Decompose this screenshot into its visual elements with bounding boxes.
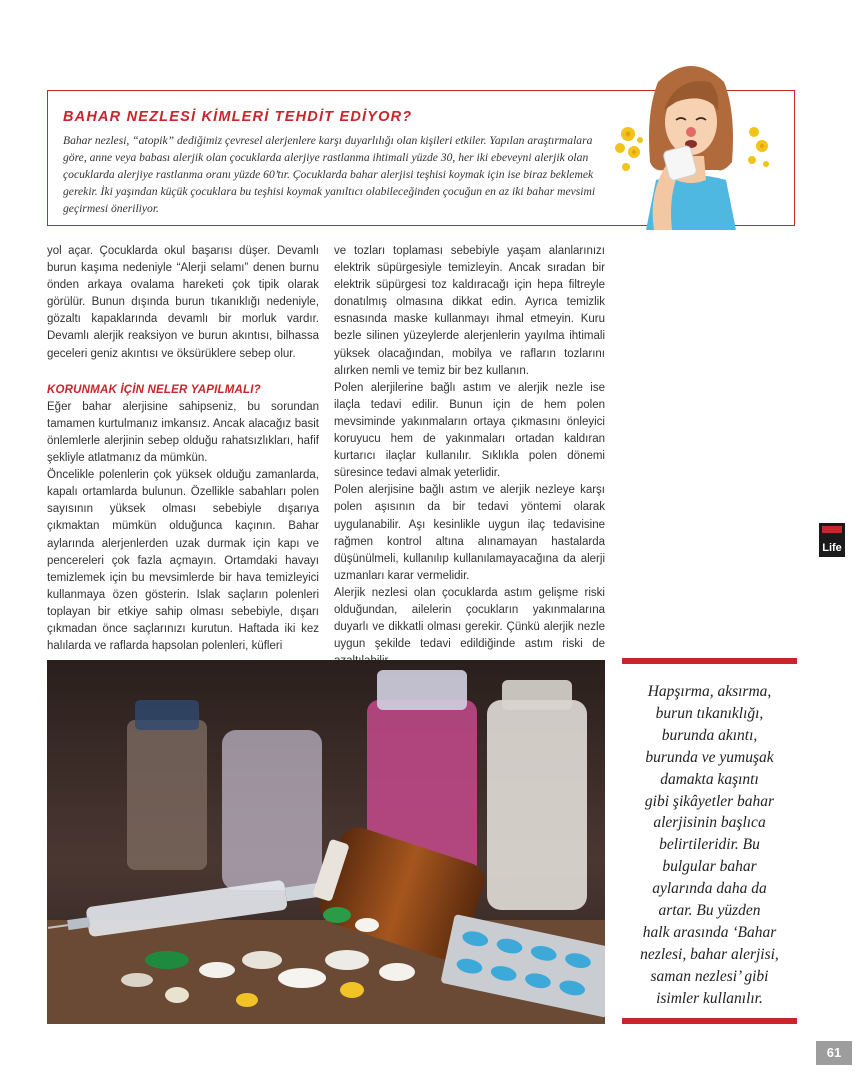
quote-line: artar. Bu yüzden bbox=[658, 902, 761, 920]
right-paragraph-1: ve tozları toplaması sebebiyle yaşam alanlarınızı elektrik süpürgesiyle temizleyin. Ancak sıradan bir elektrik süpürgesi toz kaldıracağı için hepa filtreyle donatılmış olmasına dikkat edin. Ayrıca temizlik esnasında maske kullanmayı ihmal etmeyin. Kuru bezle silinen yüzeylerde alerjenlerin yayılma ihtimali yüksek olacağından, mobilya ve rafların tozlarını alırken nemli ve temiz bir bez kullanın. bbox=[334, 245, 605, 377]
quote-line: saman nezlesi’ gibi bbox=[650, 967, 769, 985]
magazine-logo-icon bbox=[819, 523, 845, 557]
medicine-photo bbox=[47, 660, 605, 1024]
quote-line: nezlesi, bahar alerjisi, bbox=[640, 945, 779, 963]
quote-line: halk arasında ‘Bahar bbox=[642, 923, 777, 941]
quote-line: aylarında daha da bbox=[652, 880, 767, 898]
quote-top-rule bbox=[622, 658, 797, 664]
quote-line: belirtileridir. Bu bbox=[659, 836, 760, 854]
info-box-text: Bahar nezlesi, “atopik” dediğimiz çevresel alerjenlere karşı duyarlılığı olan kişileri etkiler. Yapılan araştırmalara göre, anne veya babası alerjik olan çocuklarda alerjiye rastlanma ihtimali yüzde 30, her iki ebeveyni alerjik olan çocuklarda alerjiye rastlanma oranı yüzde 60’tır. Çocuklarda bahar alerjisi teşhisi koymak için ise biraz beklemek gerekir. İki yaşından küçük çocuklara bu teşhisi koymak yanıltıcı olabileceğinden çocuğun en az iki bahar mevsimi geçirmesi öneriliyor. bbox=[63, 134, 596, 216]
page-number: 61 bbox=[826, 1045, 842, 1060]
magazine-logo-text: Life bbox=[822, 542, 842, 554]
left-paragraph-3: Öncelikle polenlerin çok yüksek olduğu zamanlarda, kapalı ortamlarda bulunun. Özellikle sabahları polen sayısının yüksek olması sebebiyle dışarıya çıkmaktan mümkün olduğunca kaçının. Bahar aylarında alerjenlerden uzak durmak için kapı ve pencereleri çok fazla açmayın. Ortamdaki havayı temizlemek için bu mevsimlerde bir hava temizleyici kullanmaya özen gösterin. Islak saçların polenleri toplayan bir etkiye sahip olması sebebiyle, dışarı çıkmadan önce saçlarınızı kurutun. Haftada iki kez halılarda ve raflarda hapsolan polenleri, küfleri bbox=[47, 469, 319, 653]
quote-line: alerjisinin başlıca bbox=[653, 814, 766, 832]
quote-line: bulgular bahar bbox=[662, 858, 757, 876]
quote-bottom-rule bbox=[622, 1018, 797, 1024]
quote-line: gibi şikâyetler bahar bbox=[644, 792, 775, 810]
quote-line: isimler kullanılır. bbox=[656, 989, 763, 1007]
left-paragraph-2: Eğer bahar alerjisine sahipseniz, bu sorundan tamamen kurtulmanız imkansız. Ancak alacağız basit önlemlerle alerjinin sebep olduğu rahatsızlıkları, hafif şekliyle atlatmanız da mümkün. bbox=[47, 400, 319, 465]
info-box-title: BAHAR NEZLESİ KİMLERİ TEHDİT EDİYOR? bbox=[63, 109, 413, 125]
left-paragraph-1: yol açar. Çocuklarda okul başarısı düşer. Devamlı burun kaşıma nedeniyle “Alerji selamı” denen burnu önden arkaya ovalama hareketi çok tipik olarak görülür. Bunun dışında burun tıkanıklığı nedeniyle, gözaltı kapaklarında devamlı bir morluk vardır. Devamlı alerjik reaksiyon ve burun akıntısı, bilhassa geceleri geniz akıntısı ve öksürüklere sebep olur. bbox=[47, 245, 319, 360]
right-paragraph-4: Alerjik nezlesi olan çocuklarda astım gelişme riski olduğundan, ailelerin çocukların yakınmalarına duyarlı ve dikkatli olması gerekir. Çünkü alerjik nezle uygun şekilde tedavi edildiğinde astım riski de bbox=[334, 586, 605, 651]
quote-line: damakta kaşıntı bbox=[660, 770, 759, 788]
sneezing-woman-illustration bbox=[606, 52, 776, 230]
quote-line: burunda ve yumuşak bbox=[645, 748, 774, 766]
pull-quote bbox=[622, 681, 797, 1010]
left-column bbox=[47, 243, 319, 655]
section-subheading: KORUNMAK İÇİN NELER YAPILMALI? bbox=[47, 383, 261, 396]
right-paragraph-2: Polen alerjilerine bağlı astım ve alerjik nezle ise ilaçla tedavi edilir. Bunun için de hem polen mevsiminde yakınmaların ortaya çıkmasını önleyici koruyucu hem de yakınmaları ortadan kaldıran kurtarıcı ilaçlar kullanılır. Sıklıkla polen dönemi süresince tedavi almak yeterlidir. bbox=[334, 381, 605, 480]
quote-line: burun tıkanıklığı, bbox=[655, 704, 764, 722]
right-paragraph-3: Polen alerjisine bağlı astım ve alerjik nezleye karşı polen aşısının da bir tedavi yöntemi olarak uygulanabilir. Aşı kesinlikle uygun ilaç tedavisine rağmen kontrol altına alınamayan hastalarda düşünülmeli, kullanılıp kullanılamayacağına da alerji uzmanları karar vermelidir. bbox=[334, 484, 605, 582]
quote-line: Hapşırma, aksırma, bbox=[647, 683, 772, 700]
right-column bbox=[334, 243, 605, 670]
quote-line: burunda akıntı, bbox=[661, 726, 758, 744]
